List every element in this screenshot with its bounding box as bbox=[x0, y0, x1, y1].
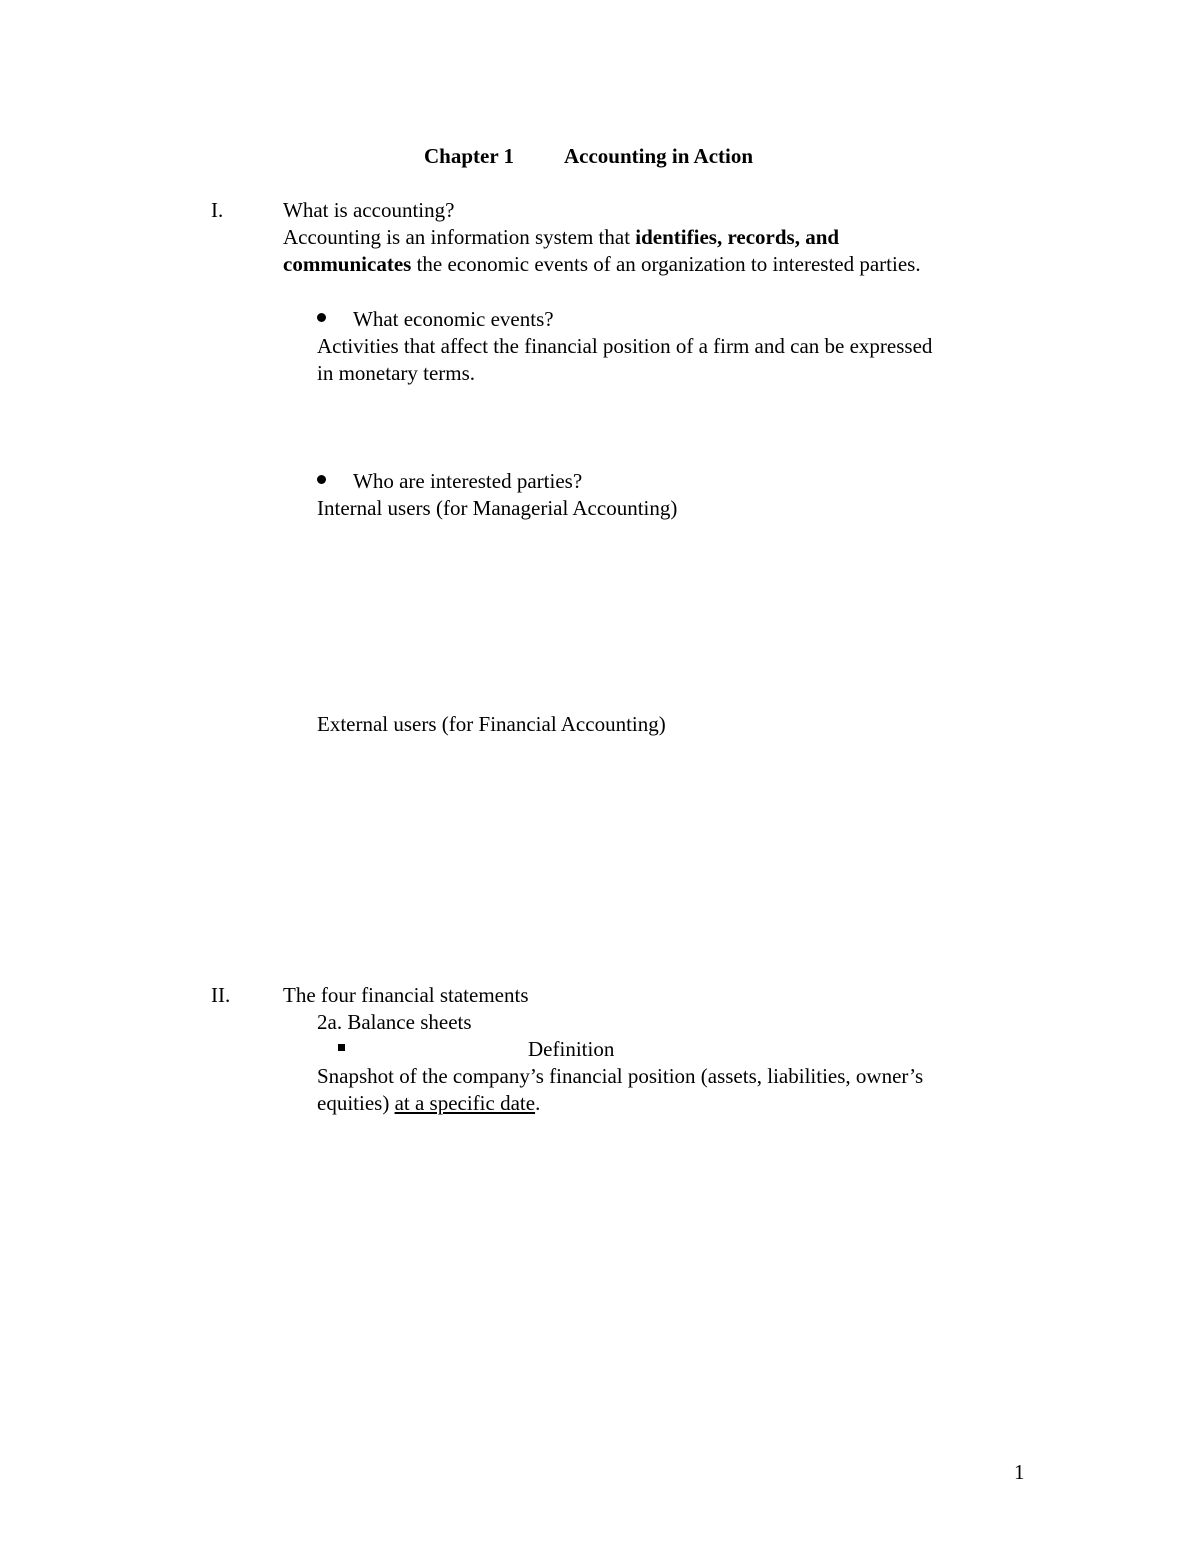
definition-text-end: . bbox=[535, 1091, 541, 1115]
accounting-definition-line-1 bbox=[283, 227, 839, 248]
page-number: 1 bbox=[1014, 1460, 1025, 1484]
specific-date-underlined: at a specific date bbox=[394, 1091, 536, 1115]
section-2-numeral: II. bbox=[211, 983, 231, 1007]
chapter-title: Accounting in Action bbox=[564, 144, 754, 168]
section-1-heading: What is accounting? bbox=[283, 198, 455, 222]
definition-text-a: Accounting is an information system that bbox=[283, 225, 636, 249]
bullet-icon bbox=[317, 313, 326, 322]
balance-sheet-definition-line-2 bbox=[317, 1093, 540, 1114]
definition-text-start: equities) bbox=[317, 1091, 395, 1115]
internal-users-text: Internal users (for Managerial Accounting) bbox=[317, 496, 678, 520]
bullet-question-economic-events: What economic events? bbox=[353, 307, 554, 331]
accounting-definition-line-2 bbox=[283, 254, 921, 275]
section-2-heading: The four financial statements bbox=[283, 983, 529, 1007]
bullet-question-interested-parties: Who are interested parties? bbox=[353, 469, 583, 493]
definition-bold-b: communicates bbox=[283, 252, 412, 276]
definition-label: Definition bbox=[528, 1037, 615, 1061]
square-bullet-icon bbox=[338, 1044, 345, 1051]
economic-events-answer-line-1: Activities that affect the financial position of a firm and can be expressed bbox=[317, 334, 933, 358]
external-users-text: External users (for Financial Accounting) bbox=[317, 712, 666, 736]
economic-events-answer-line-2: in monetary terms. bbox=[317, 361, 476, 385]
bullet-icon bbox=[317, 475, 326, 484]
chapter-number: Chapter 1 bbox=[424, 144, 515, 168]
definition-text-b: the economic events of an organization to interested parties. bbox=[411, 252, 921, 276]
section-1-numeral: I. bbox=[211, 198, 224, 222]
balance-sheet-definition-line-1: Snapshot of the company’s financial position (assets, liabilities, owner’s bbox=[317, 1064, 924, 1088]
definition-bold-a: identifies, records, and bbox=[635, 225, 840, 249]
balance-sheets-subheading: 2a. Balance sheets bbox=[317, 1010, 472, 1034]
